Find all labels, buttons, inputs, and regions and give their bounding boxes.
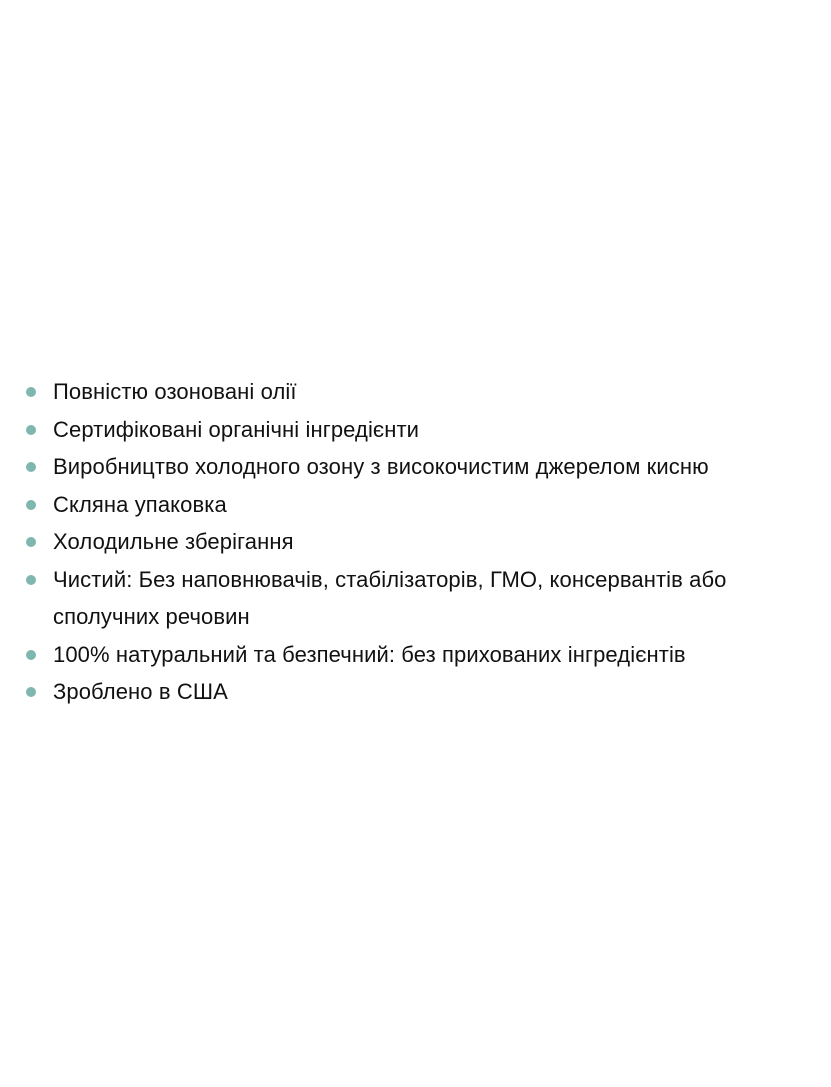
bullet-icon: [26, 575, 36, 585]
bullet-icon: [26, 500, 36, 510]
feature-text: Чистий: Без наповнювачів, стабілізаторів, ГМО, консервантів або сполучних речовин: [53, 566, 727, 629]
bullet-icon: [26, 425, 36, 435]
feature-item-refrigerated: [26, 523, 816, 561]
feature-text: Скляна упаковка: [53, 491, 227, 517]
feature-item-natural-safe: [26, 636, 816, 674]
feature-text: Холодильне зберігання: [53, 529, 294, 554]
bullet-icon: [26, 687, 36, 697]
feature-item-cold-ozone: [26, 448, 816, 486]
feature-text: Сертифіковані органічні інгредієнти: [53, 416, 420, 442]
feature-item-clean: [26, 561, 816, 636]
feature-text: Виробництво холодного озону з високочистим джерелом кисню: [53, 454, 709, 479]
feature-text: 100% натуральний та безпечний: без прихованих інгредієнтів: [53, 641, 686, 667]
feature-list: [26, 373, 816, 711]
bullet-icon: [26, 462, 36, 472]
feature-item-ozonated-oils: [26, 373, 816, 411]
feature-item-certified-organic: [26, 411, 816, 449]
bullet-icon: [26, 650, 36, 660]
feature-item-made-in-usa: [26, 673, 816, 711]
bullet-icon: [26, 537, 36, 547]
feature-text: Повністю озоновані олії: [53, 379, 297, 404]
feature-item-glass-packaging: [26, 486, 816, 524]
bullet-icon: [26, 387, 36, 397]
feature-text: Зроблено в США: [53, 679, 228, 704]
